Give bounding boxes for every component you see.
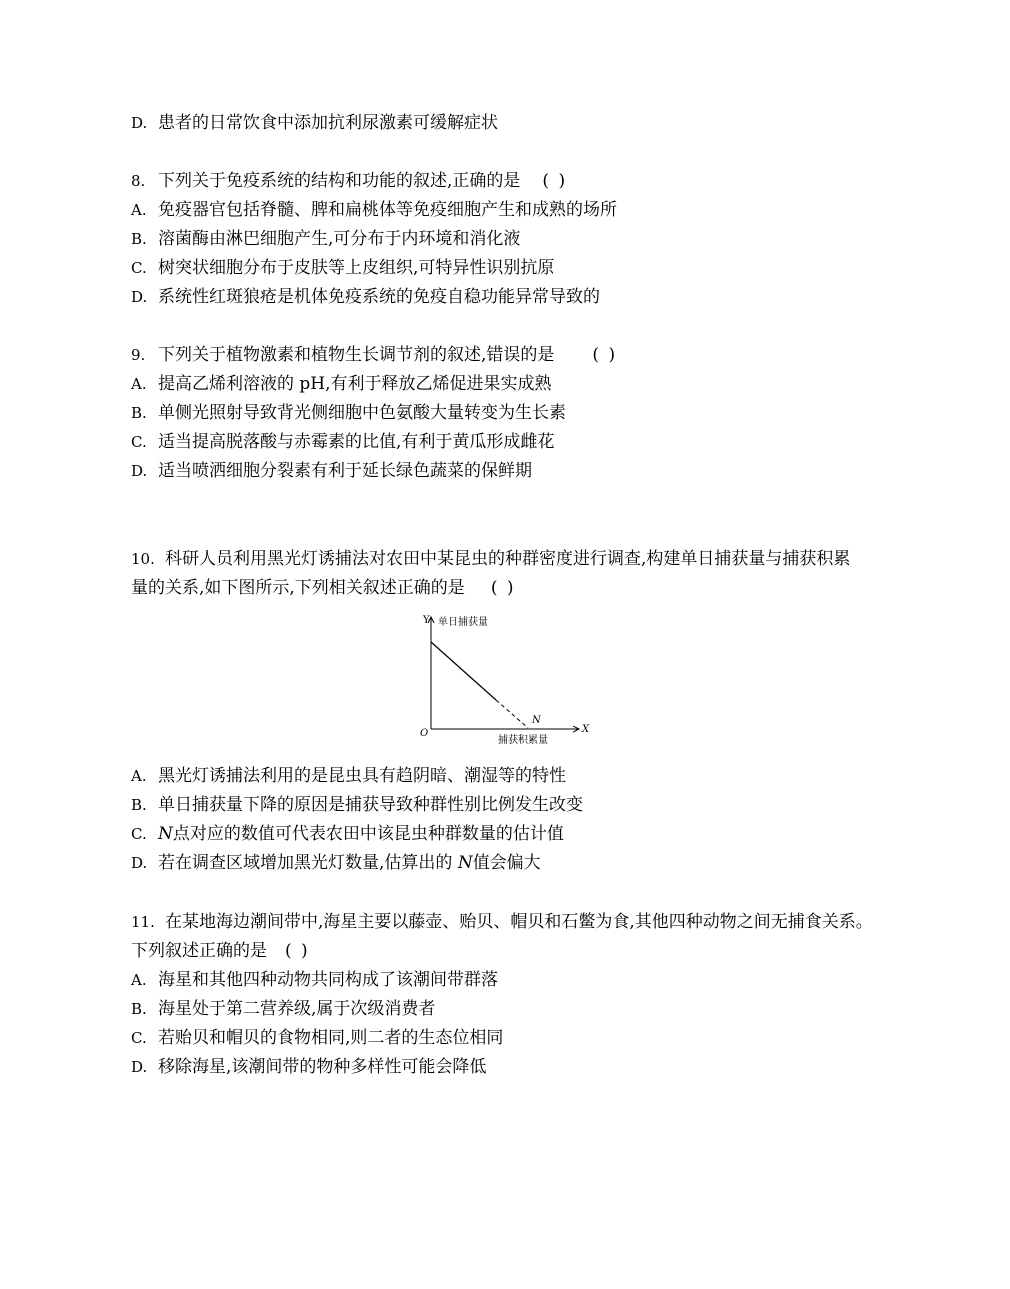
option-letter: B. xyxy=(131,404,147,422)
option-letter: D. xyxy=(131,462,148,480)
option-letter: C. xyxy=(131,1029,147,1047)
question-text: 下列关于免疫系统的结构和功能的叙述,正确的是 xyxy=(158,171,521,191)
question-text: 量的关系,如下图所示,下列相关叙述正确的是 xyxy=(131,578,465,598)
option-text: 移除海星,该潮间带的物种多样性可能会降低 xyxy=(158,1057,487,1077)
option-text: 系统性红斑狼疮是机体免疫系统的免疫自稳功能异常导致的 xyxy=(158,287,600,307)
question-number: 9. xyxy=(131,346,146,364)
q9-stem xyxy=(131,344,617,366)
option-text: 单日捕获量下降的原因是捕获导致种群性别比例发生改变 xyxy=(158,795,583,815)
data-line-dashed xyxy=(496,700,528,728)
option-text: 单侧光照射导致背光侧细胞中色氨酸大量转变为生长素 xyxy=(158,403,566,423)
q11-option-d xyxy=(131,1056,486,1078)
q8-option-c xyxy=(131,257,554,279)
option-text: 海星处于第二营养级,属于次级消费者 xyxy=(158,999,436,1019)
point-n-label: N xyxy=(532,715,541,726)
question-number: 8. xyxy=(131,172,146,190)
option-text: 值会偏大 xyxy=(472,853,541,873)
q9-option-a xyxy=(131,373,552,395)
data-line-solid xyxy=(431,642,496,700)
option-text: 免疫器官包括脊髓、脾和扁桃体等免疫细胞产生和成熟的场所 xyxy=(158,200,617,220)
answer-paren: ( ) xyxy=(542,171,568,191)
question-text: 下列叙述正确的是 xyxy=(131,941,267,961)
q10-option-c xyxy=(131,823,564,845)
question-text: 科研人员利用黑光灯诱捕法对农田中某昆虫的种群密度进行调查,构建单日捕获量与捕获积累 xyxy=(165,549,851,569)
option-letter: C. xyxy=(131,825,147,843)
q9-option-d xyxy=(131,460,532,482)
option-letter: C. xyxy=(131,259,147,277)
option-letter: D. xyxy=(131,114,148,132)
q11-option-a xyxy=(131,969,498,991)
option-letter: C. xyxy=(131,433,147,451)
answer-paren: ( ) xyxy=(285,941,310,961)
q11-option-b xyxy=(131,998,435,1020)
option-letter: A. xyxy=(131,767,147,785)
q8-option-b xyxy=(131,228,520,250)
q8-stem xyxy=(131,170,567,192)
option-prefix: 若在调查区域增加黑光灯数量,估算出的 xyxy=(158,853,458,873)
option-text: 树突状细胞分布于皮肤等上皮组织,可特异性识别抗原 xyxy=(158,258,555,278)
q10-option-d xyxy=(131,852,541,874)
q7-option-d xyxy=(131,112,498,134)
x-axis-letter: X xyxy=(582,724,590,735)
question-number: 10. xyxy=(131,550,155,568)
option-letter: A. xyxy=(131,375,147,393)
answer-paren: ( ) xyxy=(592,345,618,365)
option-letter: D. xyxy=(131,288,148,306)
answer-paren: ( ) xyxy=(490,578,516,598)
q10-stem-line2 xyxy=(131,577,515,599)
option-text: 提高乙烯利溶液的 pH,有利于释放乙烯促进果实成熟 xyxy=(158,374,552,394)
y-axis-letter: Y xyxy=(423,615,430,626)
q8-option-d xyxy=(131,286,600,308)
question-number: 11. xyxy=(131,913,155,931)
option-letter: B. xyxy=(131,230,147,248)
variable-n: N xyxy=(158,824,173,844)
question-text: 在某地海边潮间带中,海星主要以藤壶、贻贝、帽贝和石鳖为食,其他四种动物之间无捕食关系。 xyxy=(165,912,873,932)
q11-option-c xyxy=(131,1027,503,1049)
option-letter: D. xyxy=(131,1058,148,1076)
variable-n: N xyxy=(457,853,473,873)
option-letter: D. xyxy=(131,854,148,872)
option-text: 适当提高脱落酸与赤霉素的比值,有利于黄瓜形成雌花 xyxy=(158,432,555,452)
option-text: 患者的日常饮食中添加抗利尿激素可缓解症状 xyxy=(158,113,498,133)
q9-option-c xyxy=(131,431,554,453)
option-letter: B. xyxy=(131,1000,147,1018)
option-letter: A. xyxy=(131,201,147,219)
q10-option-b xyxy=(131,794,583,816)
x-axis-label: 捕获积累量 xyxy=(498,735,548,746)
q10-stem-line1 xyxy=(131,548,850,570)
option-text: 适当喷洒细胞分裂素有利于延长绿色蔬菜的保鲜期 xyxy=(158,461,532,481)
option-text: 溶菌酶由淋巴细胞产生,可分布于内环境和消化液 xyxy=(158,229,521,249)
q11-stem-line1 xyxy=(131,911,873,933)
origin-label: O xyxy=(420,728,429,739)
q11-stem-line2 xyxy=(131,940,310,962)
option-letter: A. xyxy=(131,971,147,989)
option-text: 若贻贝和帽贝的食物相同,则二者的生态位相同 xyxy=(158,1028,504,1048)
question-text: 下列关于植物激素和植物生长调节剂的叙述,错误的是 xyxy=(158,345,555,365)
q9-option-b xyxy=(131,402,566,424)
q10-option-a xyxy=(131,765,566,787)
option-text: 海星和其他四种动物共同构成了该潮间带群落 xyxy=(158,970,498,990)
option-text: 黑光灯诱捕法利用的是昆虫具有趋阴暗、潮湿等的特性 xyxy=(158,766,566,786)
capture-graph xyxy=(414,612,594,747)
y-axis-label: 单日捕获量 xyxy=(438,617,488,628)
option-text: 点对应的数值可代表农田中该昆虫种群数量的估计值 xyxy=(172,824,564,844)
option-letter: B. xyxy=(131,796,147,814)
q8-option-a xyxy=(131,199,617,221)
